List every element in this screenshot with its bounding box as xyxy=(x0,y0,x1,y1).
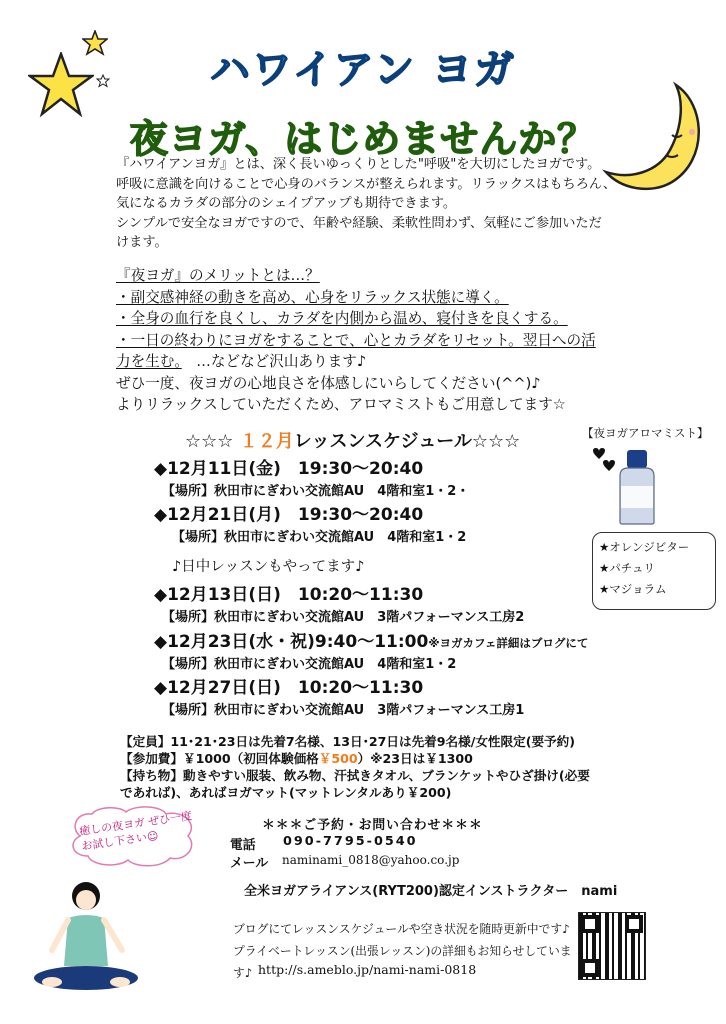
blog-line: プライベートレッスン(出張レッスン)の詳細もお知らせしています♪ xyxy=(233,944,572,980)
merit-more: …などなど沢山あります♪ xyxy=(196,353,367,370)
phone-label: 電話 xyxy=(230,838,256,853)
lesson-date-note: ※ヨガカフェ詳細はブログにて xyxy=(428,636,589,650)
lesson-place: 【場所】秋田市にぎわい交流館AU 4階和室1・2・ xyxy=(162,484,470,499)
fee-label: 【参加費】￥1000（初回体験価格 xyxy=(120,751,319,766)
page-title: ハワイアン ヨガ xyxy=(210,47,516,93)
instructor-credit: 全米ヨガアライアンス(RYT200)認定インストラクター nami xyxy=(244,884,618,899)
intro-line: けます。 xyxy=(116,235,168,250)
intro-line: シンプルで安全なヨガですので、年齢や経験、柔軟性問わず、気軽にご参加いただ xyxy=(116,215,602,231)
lesson-date-row xyxy=(154,627,588,652)
aroma-bubble xyxy=(592,532,716,610)
lesson-date: ◆12月11日(金) 19:30〜20:40 xyxy=(154,459,424,479)
closing-line: ぜひ一度、夜ヨガの心地良さを体感しにいらしてください(^^)♪ xyxy=(116,374,541,392)
day-lesson-note: ♪日中レッスンもやってます♪ xyxy=(172,559,365,575)
qr-code[interactable] xyxy=(578,912,646,980)
items-text: 【持ち物】動きやすい服装、飲み物、汗拭きタオル、ブランケットやひざ掛け(必要 xyxy=(120,768,590,783)
mail-label: メール xyxy=(230,856,269,871)
lesson-date: ◆12月27日(日) 10:20〜11:30 xyxy=(154,678,424,698)
lesson-place: 【場所】秋田市にぎわい交流館AU 3階パフォーマンス工房1 xyxy=(162,703,525,718)
aroma-item: ★マジョラム xyxy=(599,582,667,596)
intro-line: 呼吸に意識を向けることで心身のバランスが整えられます。リラックスはもちろん、 xyxy=(116,176,617,192)
fee-note: ）※23日は￥1300 xyxy=(357,751,473,766)
merit-item: ・副交感神経の動きを高め、心身をリラックス状態に導く。 xyxy=(116,288,509,306)
merit-item: ・全身の血行を良くし、カラダを内側から温め、寝付きを良くする。 xyxy=(116,310,568,327)
merit-item: ・一日の終わりにヨガをすることで、心とカラダをリセット。翌日への活 xyxy=(116,331,596,349)
lesson-date: ◆12月21日(月) 19:30〜20:40 xyxy=(154,505,424,525)
mail-address[interactable]: naminami_0818@yahoo.co.jp xyxy=(282,853,460,867)
info-section xyxy=(120,733,630,801)
intro-paragraph xyxy=(116,155,641,253)
contact-heading: ＊＊＊ご予約・お問い合わせ＊＊＊ xyxy=(262,818,483,833)
aroma-item: ★パチュリ xyxy=(599,561,655,575)
phone-number[interactable]: 090-7795-0540 xyxy=(283,834,418,849)
yoga-person-illustration xyxy=(30,878,146,998)
merit-item-wrap xyxy=(116,351,626,373)
intro-line: 気になるカラダの部分のシェイプアップも期待できます。 xyxy=(116,196,457,211)
schedule-title-stars: ☆☆☆ xyxy=(471,431,521,452)
merit-item: 力を生む。 xyxy=(116,353,182,370)
lesson-place: 【場所】秋田市にぎわい交流館AU 3階パフォーマンス工房2 xyxy=(162,610,525,625)
capacity-text: 【定員】11･21･23日は先着7名様、13日･27日は先着9名様/女性限定(要予約) xyxy=(120,734,575,749)
lesson-date: ◆12月13日(日) 10:20〜11:30 xyxy=(154,585,424,605)
schedule-title-stars: ☆☆☆ xyxy=(185,431,234,452)
lesson-place: 【場所】秋田市にぎわい交流館AU 4階和室1・2 xyxy=(162,657,457,672)
aroma-bottle-icon xyxy=(612,448,662,526)
schedule-title-month: １２月 xyxy=(239,431,294,452)
fee-text xyxy=(120,750,630,767)
aroma-item: ★オレンジビター xyxy=(599,540,690,554)
schedule-title-text: レッスンスケジュール xyxy=(293,431,472,452)
closing-line: よりリラックスしていただくため、アロマミストもご用意してます☆ xyxy=(116,396,566,413)
blog-line: ブログにてレッスンスケジュールや空き状況を随時更新中です♪ xyxy=(233,922,570,936)
page-subtitle: 夜ヨガ、はじめませんか？ xyxy=(129,117,597,161)
intro-line: 『ハワイアンヨガ』とは、深く長いゆっくりとした"呼吸"を大切にしたヨガです。 xyxy=(116,157,601,172)
handwritten-note: 癒しの夜ヨガ ぜひ一度お試し下さい☺ xyxy=(78,809,193,853)
schedule-title xyxy=(185,427,520,453)
aroma-title: 【夜ヨガアロマミスト】 xyxy=(582,426,709,440)
fee-price: ￥500 xyxy=(318,751,358,766)
items-text: であれば)、あればヨガマット(マットレンタルあり￥200) xyxy=(120,785,452,800)
blog-url[interactable]: http://s.ameblo.jp/nami-nami-0818 xyxy=(258,962,477,977)
lesson-place: 【場所】秋田市にぎわい交流館AU 4階和室1・2 xyxy=(172,530,467,545)
merits-heading: 『夜ヨガ』のメリットとは…？ xyxy=(116,267,320,284)
lesson-date: ◆12月23日(水・祝)9:40〜11:00 xyxy=(154,632,429,652)
merits-section xyxy=(116,265,626,416)
